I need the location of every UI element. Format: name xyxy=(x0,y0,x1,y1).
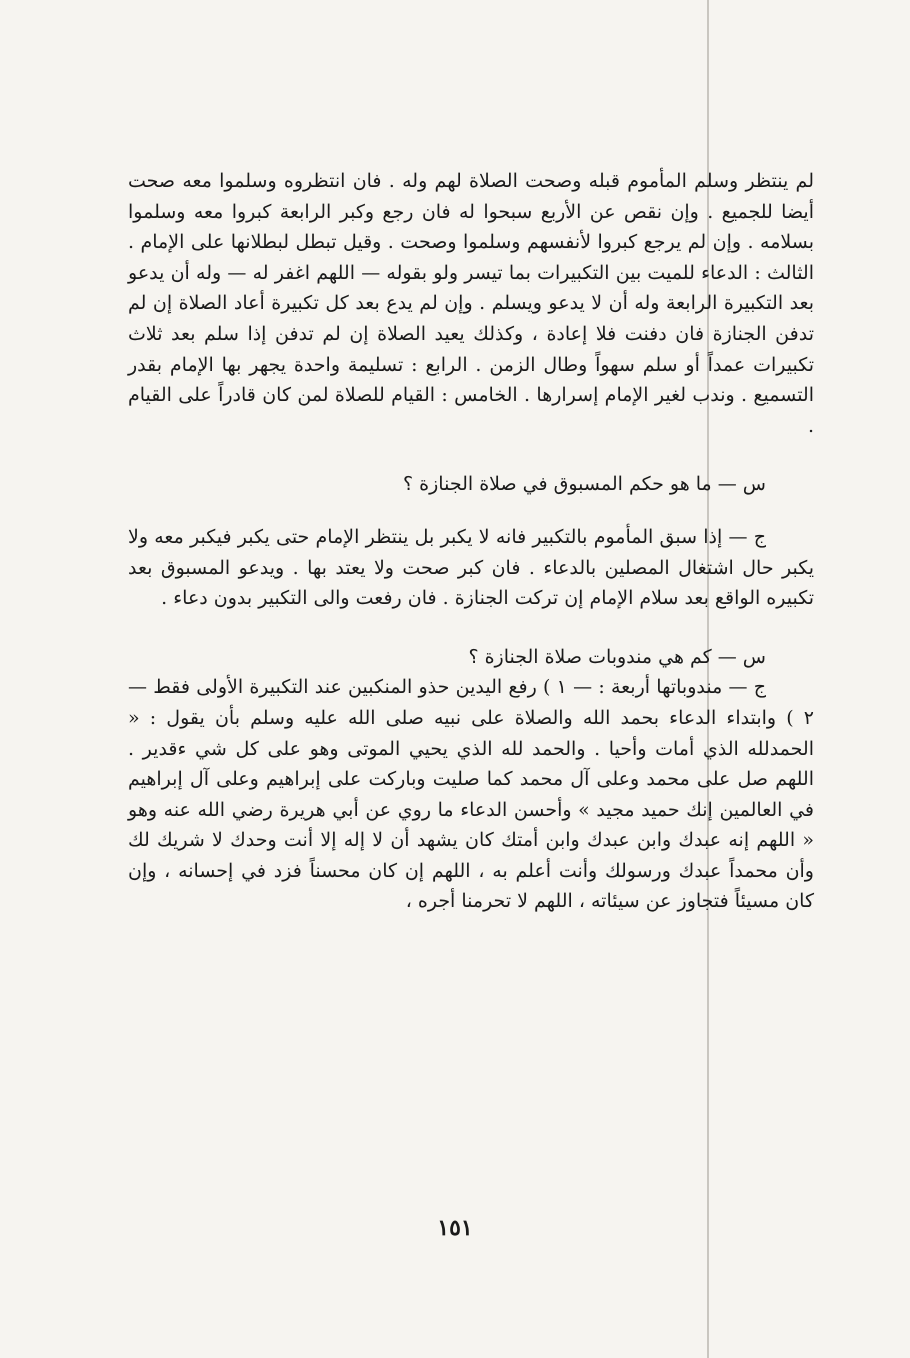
answer-latecomer: ج — إذا سبق المأموم بالتكبير فانه لا يكبر بل ينتظر الإمام حتى يكبر فيكبر معه ولا يكبر حال اشتغال المصلين بالدعاء . فان كبر صحت ولا يعتد بها . ويدعو المسبوق بعد تكبيره الواقع بعد سلام الإمام إن تركت الجنازة . فان رفعت والى التكبير بدون دعاء . xyxy=(128,525,814,610)
question-recommended-acts: س — كم هي مندوبات صلاة الجنازة ؟ xyxy=(468,645,766,668)
page-number: ١٥١ xyxy=(437,1215,473,1241)
paragraph-continuation: لم ينتظر وسلم المأموم قبله وصحت الصلاة لهم وله . فان انتظروه وسلموا معه صحت أيضا للجميع . وإن نقص عن الأربع سبحوا له فان رجع وكبر الرابعة كبروا معه وسلموا بسلامه . وإن لم يرجع كبروا لأنفسهم وسلموا وصحت . وقيل تبطل لبطلانها على الإمام . الثالث : الدعاء للميت بين التكبيرات بما تيسر ولو بقوله — اللهم اغفر له — وله أن يدعو بعد التكبيرة الرابعة وله أن لا يدعو ويسلم . وإن لم يدع بعد كل تكبيرة أعاد الصلاة إن لم تدفن الجنازة فان دفنت فلا إعادة ، وكذلك يعيد الصلاة إن لم تدفن إذا سلم بعد ثلاث تكبيرات عمداً أو سلم سهواً وطال الزمن . الرابع : تسليمة واحدة يجهر بها الإمام بقدر التسميع . وندب لغير الإمام إسرارها . الخامس : القيام للصلاة لمن كان قادراً على القيام . xyxy=(128,170,814,437)
answer-recommended-acts: ج — مندوباتها أربعة : — ١ ) رفع اليدين حذو المنكبين عند التكبيرة الأولى فقط — ٢ ) وابتداء الدعاء بحمد الله والصلاة على نبيه صلى الله عليه وسلم بأن يقول : « الحمدلله الذي أمات وأحيا . والحمد لله الذي يحيي الموتى وهو على كل شي ءقدير . اللهم صل على محمد وعلى آل محمد كما صليت وباركت على إبراهيم وعلى آل إبراهيم في العالمين إنك حميد مجيد » وأحسن الدعاء ما روي عن أبي هريرة رضي الله عنه وهو « اللهم إنه عبدك وابن عبدك وابن أمتك كان يشهد أن لا إله إلا أنت وحدك لا شريك لك وأن محمداً عبدك ورسولك وأنت أعلم به ، اللهم إن كان محسناً فزد في إحسانه ، وإن كان مسيئاً فتجاوز عن سيئاته ، اللهم لا تحرمنا أجره ، xyxy=(128,676,814,913)
body-text xyxy=(128,166,814,917)
question-latecomer: س — ما هو حكم المسبوق في صلاة الجنازة ؟ xyxy=(403,473,766,496)
